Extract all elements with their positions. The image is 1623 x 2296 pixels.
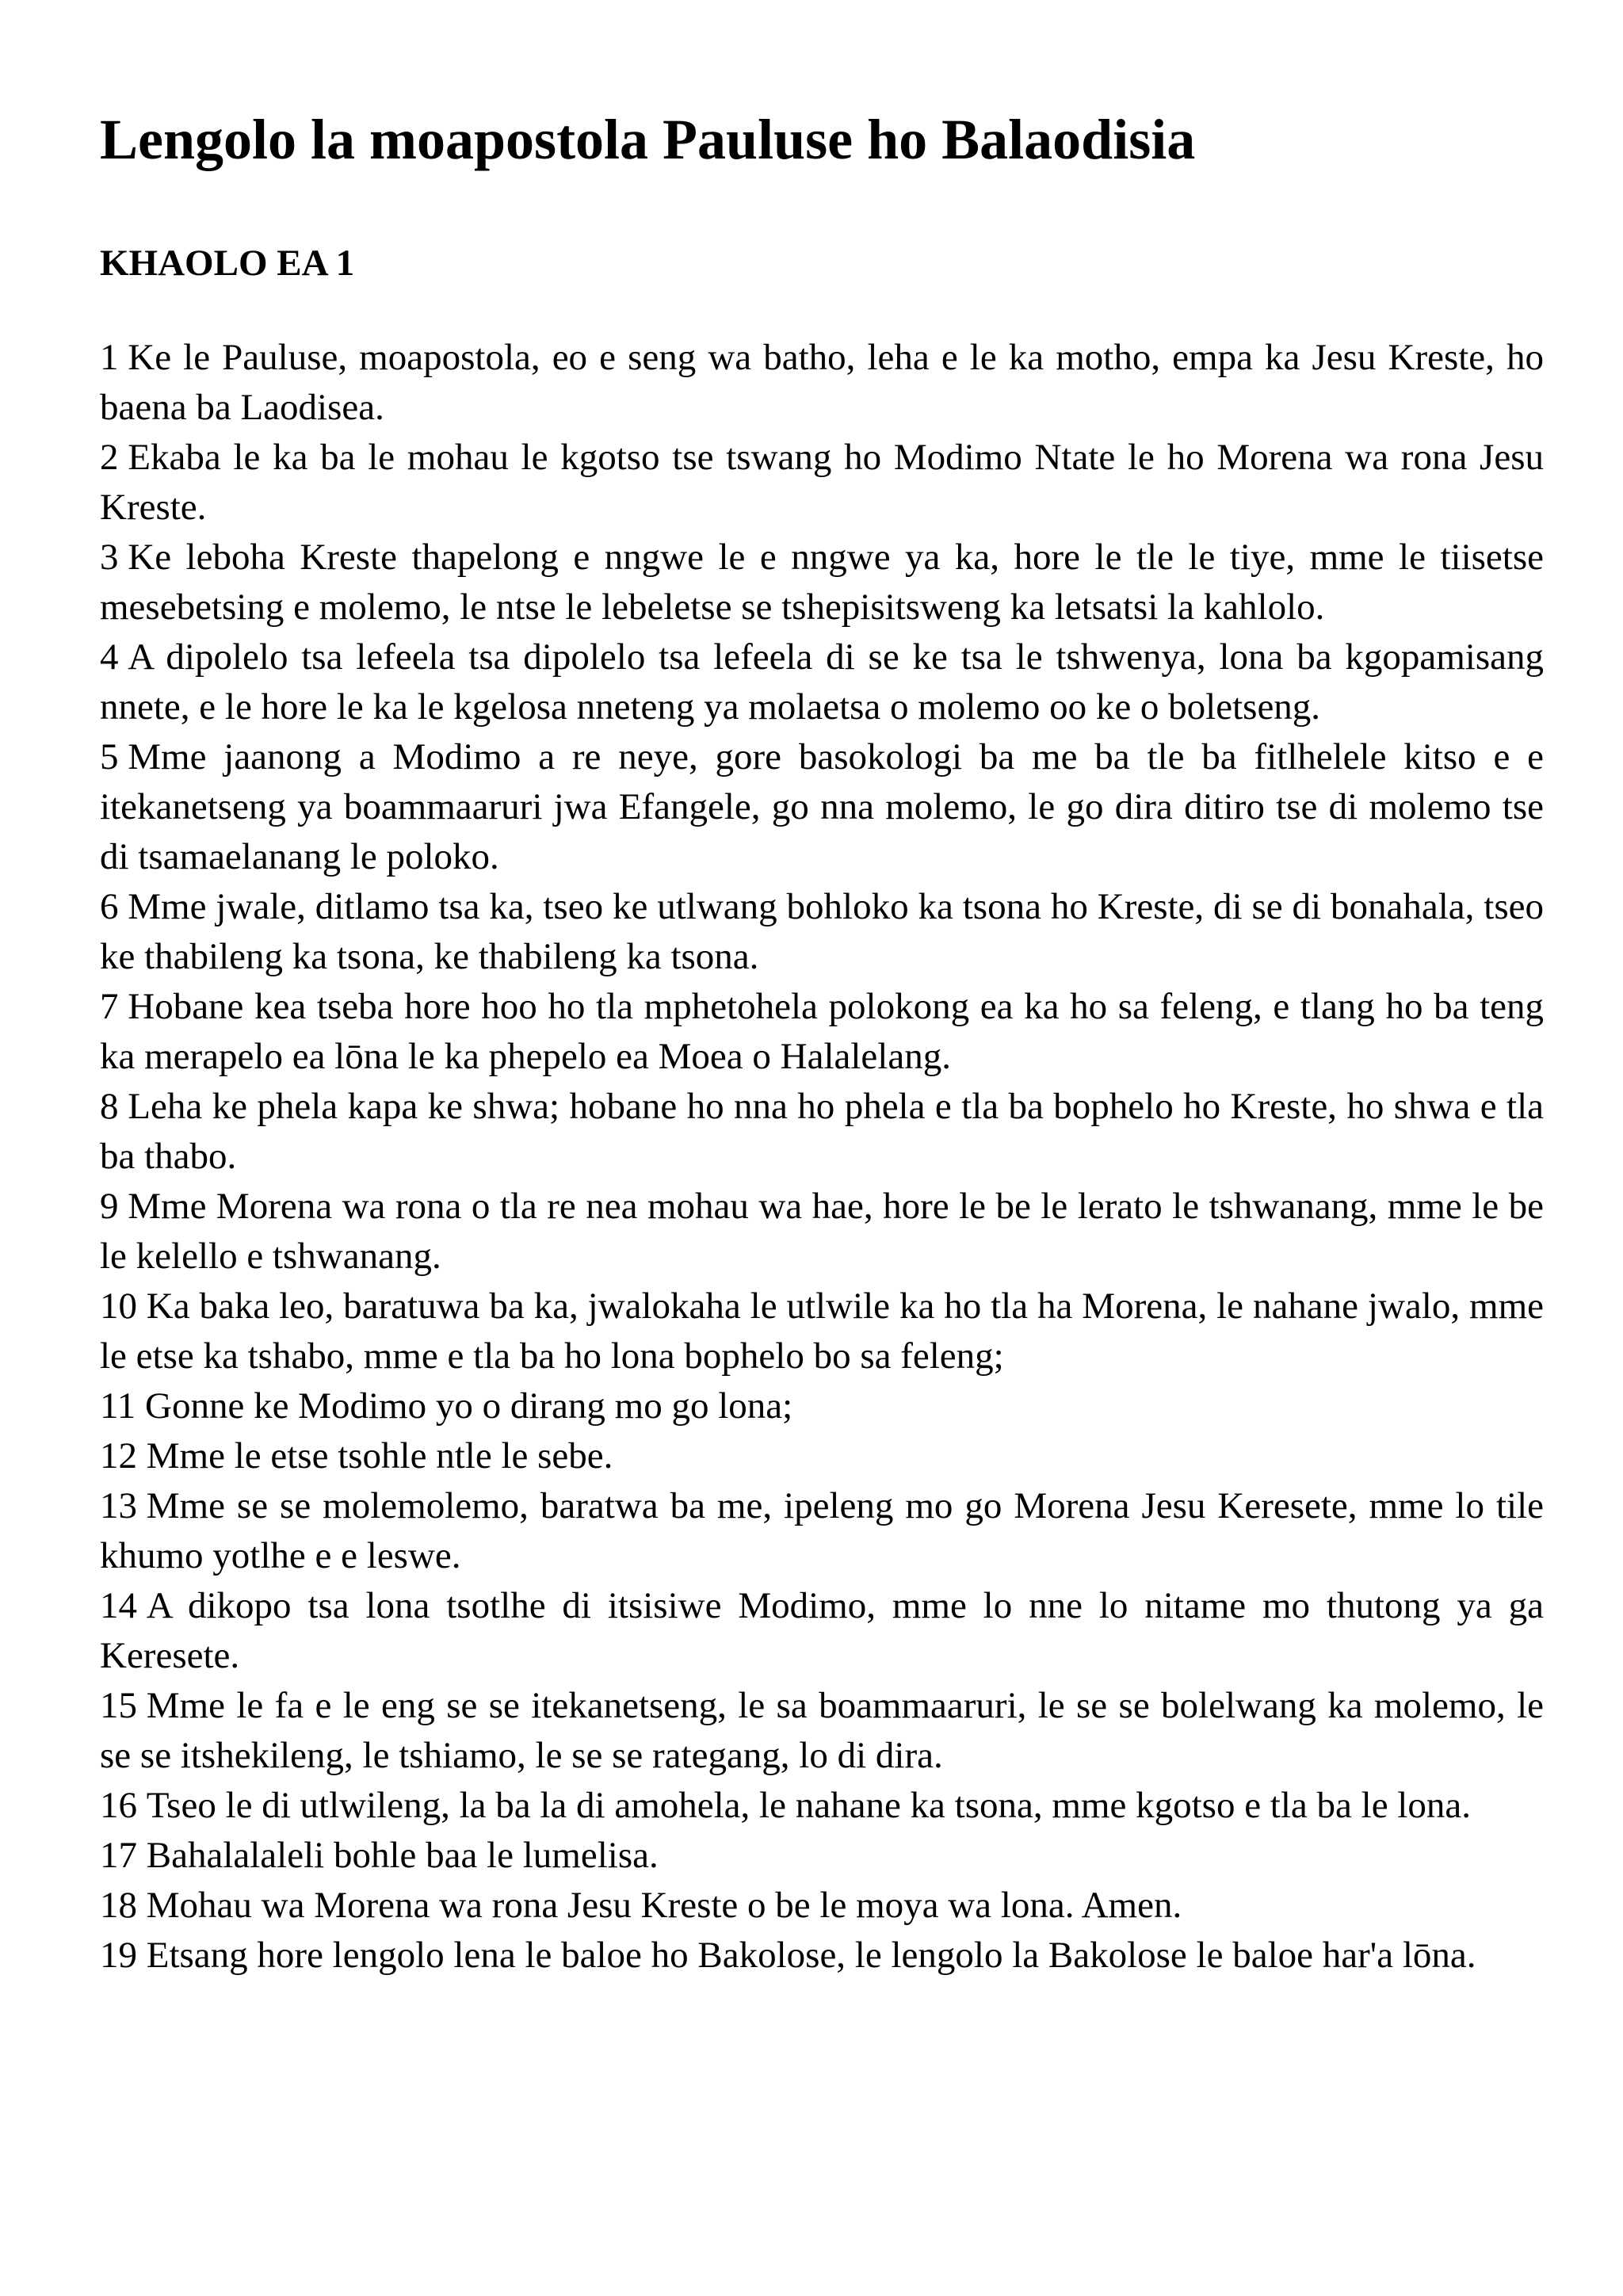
verse-number: 11 (100, 1385, 136, 1427)
verse-text: Ka baka leo, baratuwa ba ka, jwalokaha le utlwile ka ho tla ha Morena, le nahane jwalo, mme le etse ka tshabo, mme e tla ba ho lona bophelo bo sa feleng; (100, 1286, 1544, 1377)
verse (100, 1431, 1544, 1481)
verse-text: Mme jwale, ditlamo tsa ka, tseo ke utlwang bohloko ka tsona ho Kreste, di se di bonahala, tseo ke thabileng ka tsona, ke thabileng ka tsona. (100, 886, 1544, 977)
verse (100, 732, 1544, 882)
verse (100, 1781, 1544, 1831)
verse-text: Gonne ke Modimo yo o dirang mo go lona; (145, 1385, 793, 1427)
verse-number: 18 (100, 1885, 137, 1926)
verse (100, 632, 1544, 732)
verse-number: 12 (100, 1435, 137, 1477)
chapter-heading: KHAOLO EA 1 (100, 243, 355, 284)
verse (100, 533, 1544, 632)
verse-list (100, 333, 1544, 1981)
verse (100, 1082, 1544, 1182)
verse (100, 1931, 1544, 1981)
verse (100, 882, 1544, 982)
verse (100, 1182, 1544, 1282)
verse-number: 6 (100, 886, 119, 927)
verse-text: Mohau wa Morena wa rona Jesu Kreste o be le moya wa lona. Amen. (146, 1885, 1182, 1926)
verse-number: 10 (100, 1286, 137, 1327)
verse (100, 1581, 1544, 1681)
verse-text: Ke le Pauluse, moapostola, eo e seng wa batho, leha e le ka motho, empa ka Jesu Kreste, ho baena ba Laodisea. (100, 337, 1544, 428)
verse (100, 333, 1544, 433)
verse (100, 433, 1544, 533)
verse-number: 8 (100, 1086, 119, 1127)
verse (100, 1282, 1544, 1381)
verse-text: Hobane kea tseba hore hoo ho tla mphetohela polokong ea ka ho sa feleng, e tlang ho ba teng ka merapelo ea lōna le ka phepelo ea Moea o Halalelang. (100, 986, 1544, 1077)
verse-text: A dikopo tsa lona tsotlhe di itsisiwe Modimo, mme lo nne lo nitame mo thutong ya ga Keresete. (100, 1585, 1544, 1676)
verse-number: 9 (100, 1186, 119, 1227)
verse-number: 4 (100, 636, 119, 678)
verse-text: Mme le etse tsohle ntle le sebe. (146, 1435, 613, 1477)
verse (100, 1831, 1544, 1881)
verse (100, 982, 1544, 1082)
verse-number: 17 (100, 1835, 137, 1876)
verse-number: 14 (100, 1585, 137, 1626)
verse (100, 1481, 1544, 1581)
verse-number: 19 (100, 1935, 137, 1976)
verse-text: Mme le fa e le eng se se itekanetseng, le sa boammaaruri, le se se bolelwang ka molemo, le se se itshekileng, le tshiamo, le se se rategang, lo di dira. (100, 1685, 1544, 1776)
verse-text: Bahalalaleli bohle baa le lumelisa. (146, 1835, 659, 1876)
verse-text: Ke leboha Kreste thapelong e nngwe le e nngwe ya ka, hore le tle le tiye, mme le tiisetse mesebetsing e molemo, le ntse le lebeletse se tshepisitsweng ka letsatsi la kahlolo. (100, 537, 1544, 628)
verse-text: Etsang hore lengolo lena le baloe ho Bakolose, le lengolo la Bakolose le baloe har'a lōna. (146, 1935, 1476, 1976)
verse-number: 13 (100, 1485, 137, 1526)
verse-number: 5 (100, 736, 119, 777)
verse (100, 1681, 1544, 1781)
verse-text: Mme se se molemolemo, baratwa ba me, ipeleng mo go Morena Jesu Keresete, mme lo tile khumo yotlhe e e leswe. (100, 1485, 1544, 1576)
document-title: Lengolo la moapostola Pauluse ho Balaodisia (100, 108, 1196, 171)
verse-number: 1 (100, 337, 119, 378)
verse-number: 15 (100, 1685, 137, 1726)
verse-number: 16 (100, 1785, 137, 1826)
verse-number: 7 (100, 986, 119, 1027)
verse-text: Leha ke phela kapa ke shwa; hobane ho nna ho phela e tla ba bophelo ho Kreste, ho shwa e tla ba thabo. (100, 1086, 1544, 1177)
verse-text: Mme Morena wa rona o tla re nea mohau wa hae, hore le be le lerato le tshwanang, mme le be le kelello e tshwanang. (100, 1186, 1544, 1277)
verse-text: Mme jaanong a Modimo a re neye, gore basokologi ba me ba tle ba fitlhelele kitso e e itekanetseng ya boammaaruri jwa Efangele, go nna molemo, le go dira ditiro tse di molemo tse di tsamaelanang le poloko. (100, 736, 1544, 877)
verse-number: 3 (100, 537, 119, 578)
verse-text: A dipolelo tsa lefeela tsa dipolelo tsa lefeela di se ke tsa le tshwenya, lona ba kgopamisang nnete, e le hore le ka le kgelosa nneteng ya molaetsa o molemo oo ke o boletseng. (100, 636, 1544, 728)
verse (100, 1381, 1544, 1431)
verse-text: Ekaba le ka ba le mohau le kgotso tse tswang ho Modimo Ntate le ho Morena wa rona Jesu Kreste. (100, 437, 1544, 528)
verse (100, 1881, 1544, 1931)
verse-number: 2 (100, 437, 119, 478)
verse-text: Tseo le di utlwileng, la ba la di amohela, le nahane ka tsona, mme kgotso e tla ba le lona. (146, 1785, 1471, 1826)
